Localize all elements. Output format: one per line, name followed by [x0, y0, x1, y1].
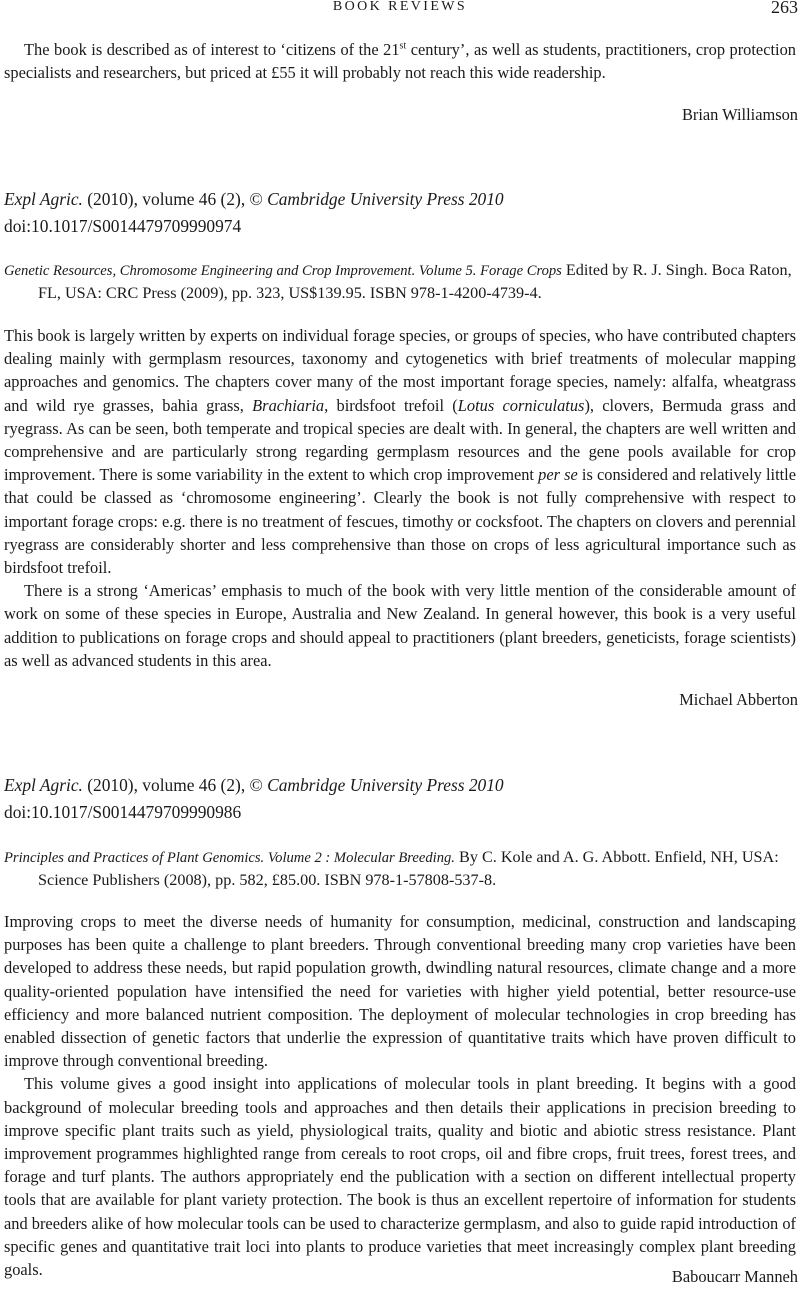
review-2-journal-details: (2010), volume 46 (2), © — [82, 775, 268, 795]
intro-superscript: st — [399, 40, 407, 52]
review-2-paragraph-1: Improving crops to meet the diverse needs of humanity for consumption, medicinal, construction and landscaping purposes has been quite a challenge to plant breeders. Through conventional breeding many crop varieties have been developed to address these needs, but rapid population growth, dwindling natural resources, climate change and a more quality-oriented population have intensified the need for varieties with higher yield potential, better resource-use efficiency and more balanced nutrient composition. The deployment of molecular technologies in crop breeding has enabled dissection of genetic factors that underlie the expression of quantitative traits which have proven difficult to improve through conventional breeding. — [4, 912, 796, 1071]
review-2-source-line — [4, 775, 504, 796]
page-number: 263 — [771, 0, 798, 17]
review-2-book-details: By C. Kole and A. G. Abbott. Enfield, NH, USA: Science Publishers (2008), pp. 582, £85.00. ISBN 978-1-57808-537-8. — [38, 848, 779, 889]
review-1-journal: Expl Agric. — [4, 189, 83, 209]
review-1-p1-text-d: is considered and relatively little that could be classed as ‘chromosome engineering’. Clearly the book is not fully comprehensive with respect to important forage crops: e.g. there is no treatment of fescues, timothy or cocksfoot. The chapters on clovers and perennial ryegrass are considerably shorter and less comprehensive than those on crops of less agricultural importance such as birdsfoot trefoil. — [4, 465, 797, 578]
review-1-book-title: Genetic Resources, Chromosome Engineering and Crop Improvement. Volume 5. Forage Crops — [4, 263, 562, 279]
review-2-body — [4, 910, 796, 1281]
review-1-p1-italic-brachiaria: Brachiaria — [252, 395, 325, 415]
signature-michael-abberton: Michael Abberton — [679, 690, 798, 709]
review-1-p1-italic-lotus: Lotus corniculatus — [457, 395, 585, 415]
intro-paragraph — [4, 38, 796, 84]
intro-text-b: century’, as well as students, practitioners, crop protection specialists and researchers, but priced at £55 it will probably not reach this wide readership. — [4, 40, 796, 83]
review-2-book-title: Principles and Practices of Plant Genomics. Volume 2 : Molecular Breeding. — [4, 850, 455, 866]
review-1-p1-text-a: This book is largely written by experts on individual forage species, or groups of species, who have contributed chapters dealing mainly with germplasm resources, taxonomy and cytogenetics with brief treatments of molecular mapping approaches and genomics. The chapters cover many of the most important forage species, namely: alfalfa, wheatgrass and wild rye grasses, bahia grass, — [4, 326, 796, 415]
review-2-citation — [4, 846, 796, 891]
review-1-publisher: Cambridge University Press 2010 — [267, 189, 504, 209]
review-1-p1-italic-per-se: per se — [538, 465, 578, 485]
running-title: BOOK REVIEWS — [332, 0, 468, 14]
review-2-publisher: Cambridge University Press 2010 — [267, 775, 504, 795]
review-1-citation — [4, 259, 796, 304]
review-1-source-line — [4, 189, 504, 210]
review-1-book-details: Edited by R. J. Singh. Boca Raton, FL, USA: CRC Press (2009), pp. 323, US$139.95. ISBN 978-1-4200-4739-4. — [38, 261, 792, 302]
intro-text-a: The book is described as of interest to ‘citizens of the 21 — [24, 40, 400, 59]
review-1-p1-text-c: ), clovers, Bermuda grass and ryegrass. As can be seen, both temperate and tropical species are dealt with. In general, the chapters are well written and comprehensive and are particularly strong regarding germplasm resources and the gene pools available for crop improvement. There is some variability in the extent to which crop improvement — [4, 395, 796, 485]
review-1-doi: doi:10.1017/S0014479709990974 — [4, 216, 242, 236]
signature-baboucarr-manneh: Baboucarr Manneh — [671, 1267, 798, 1286]
review-2-paragraph-2: This volume gives a good insight into applications of molecular tools in plant breeding. It begins with a good background of molecular breeding tools and approaches and then details their applications in precision breeding to improve specific plant traits such as yield, physiological traits, quality and biotic and abiotic stress resistance. Plant improvement programmes highlighted range from cereals to root crops, oil and fibre crops, fruit trees, forest trees, and forage and turf plants. The authors appropriately end the publication with a section on different intellectual property tools that are available for plant variety protection. The book is thus an excellent repertoire of information for students and breeders alike of how molecular tools can be used to characterize germplasm, and also to guide rapid introduction of specific genes and quantitative trait loci into plants to produce varieties that meet increasingly complex plant breeding goals. — [4, 1074, 796, 1280]
running-header — [0, 0, 800, 20]
review-2-doi: doi:10.1017/S0014479709990986 — [4, 802, 242, 822]
review-2-journal: Expl Agric. — [4, 775, 83, 795]
review-1-paragraph-1 — [4, 324, 796, 579]
review-1-p1-text-b: , birdsfoot trefoil ( — [324, 395, 458, 415]
review-1-body — [4, 324, 796, 672]
review-1-journal-details: (2010), volume 46 (2), © — [82, 189, 268, 209]
review-1-paragraph-2: There is a strong ‘Americas’ emphasis to much of the book with very little mention of the considerable amount of work on some of these species in Europe, Australia and New Zealand. In general however, this book is a very useful addition to publications on forage crops and should appeal to practitioners (plant breeders, geneticists, forage scientists) as well as advanced students in this area. — [4, 581, 796, 670]
signature-brian-williamson: Brian Williamson — [681, 105, 798, 124]
